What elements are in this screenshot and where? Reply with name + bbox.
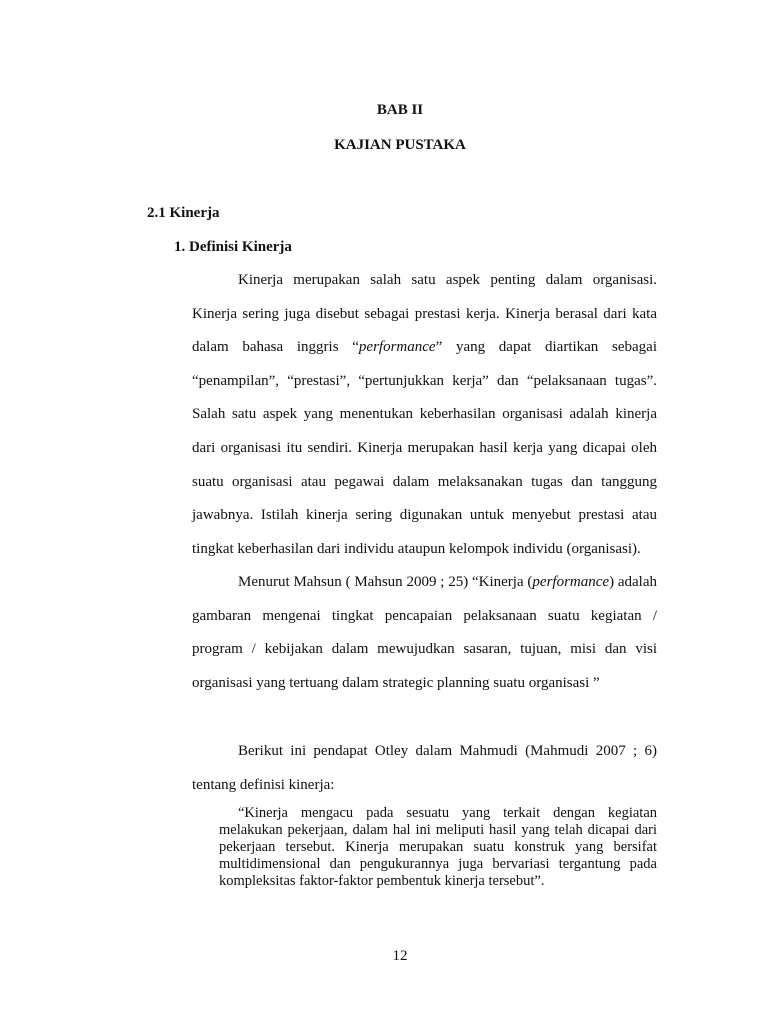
paragraph-1 xyxy=(192,264,657,566)
chapter-label: BAB II xyxy=(376,102,424,118)
block-quote: “Kinerja mengacu pada sesuatu yang terkait dengan kegiatan melakukan pekerjaan, dalam hal ini meliputi hasil yang telah dicapai dari pekerjaan tersebut. Kinerja merupakan suatu konstruk yang bersifat multidimensional dan pengukurannya juga bervariasi tergantung pada kompleksitas faktor-faktor pembentuk kinerja tersebut”. xyxy=(219,805,657,889)
page-number: 12 xyxy=(392,948,408,964)
subsection-heading: 1. Definisi Kinerja xyxy=(174,239,292,255)
paragraph-1-text-a: Kinerja merupakan salah satu aspek penting dalam organisasi. Kinerja sering juga disebut sebagai prestasi kerja. Kinerja berasal dari kata dalam bahasa inggris “ xyxy=(192,272,657,356)
paragraph-1-text-b: ” yang dapat diartikan sebagai “penampilan”, “prestasi”, “pertunjukkan kerja” dan “pelaksanaan tugas”. Salah satu aspek yang menentukan keberhasilan organisasi adalah kinerja dari organisasi itu sendiri. Kinerja merupakan hasil kerja yang dicapai oleh suatu organisasi atau pegawai dalam melaksanakan tugas dan tanggung jawabnya. Istilah kinerja sering digunakan untuk menyebut prestasi atau tingkat keberhasilan dari individu ataupun kelompok individu (organisasi). xyxy=(192,339,657,557)
paragraph-2-text-b: ) adalah gambaran mengenai tingkat pencapaian pelaksanaan suatu kegiatan / program / kebijakan dalam mewujudkan sasaran, tujuan, misi dan visi organisasi yang tertuang dalam strategic planning suatu organisasi ” xyxy=(192,574,657,691)
paragraph-2 xyxy=(192,566,657,700)
paragraph-3: Berikut ini pendapat Otley dalam Mahmudi (Mahmudi 2007 ; 6) tentang definisi kinerja: xyxy=(192,743,657,793)
paragraph-1-term: performance xyxy=(358,339,436,356)
section-heading: 2.1 Kinerja xyxy=(147,205,220,221)
paragraph-2-text-a: Menurut Mahsun ( Mahsun 2009 ; 25) “Kinerja ( xyxy=(238,574,533,590)
paragraph-2-term: performance xyxy=(532,574,610,590)
chapter-title: KAJIAN PUSTAKA xyxy=(334,137,466,153)
